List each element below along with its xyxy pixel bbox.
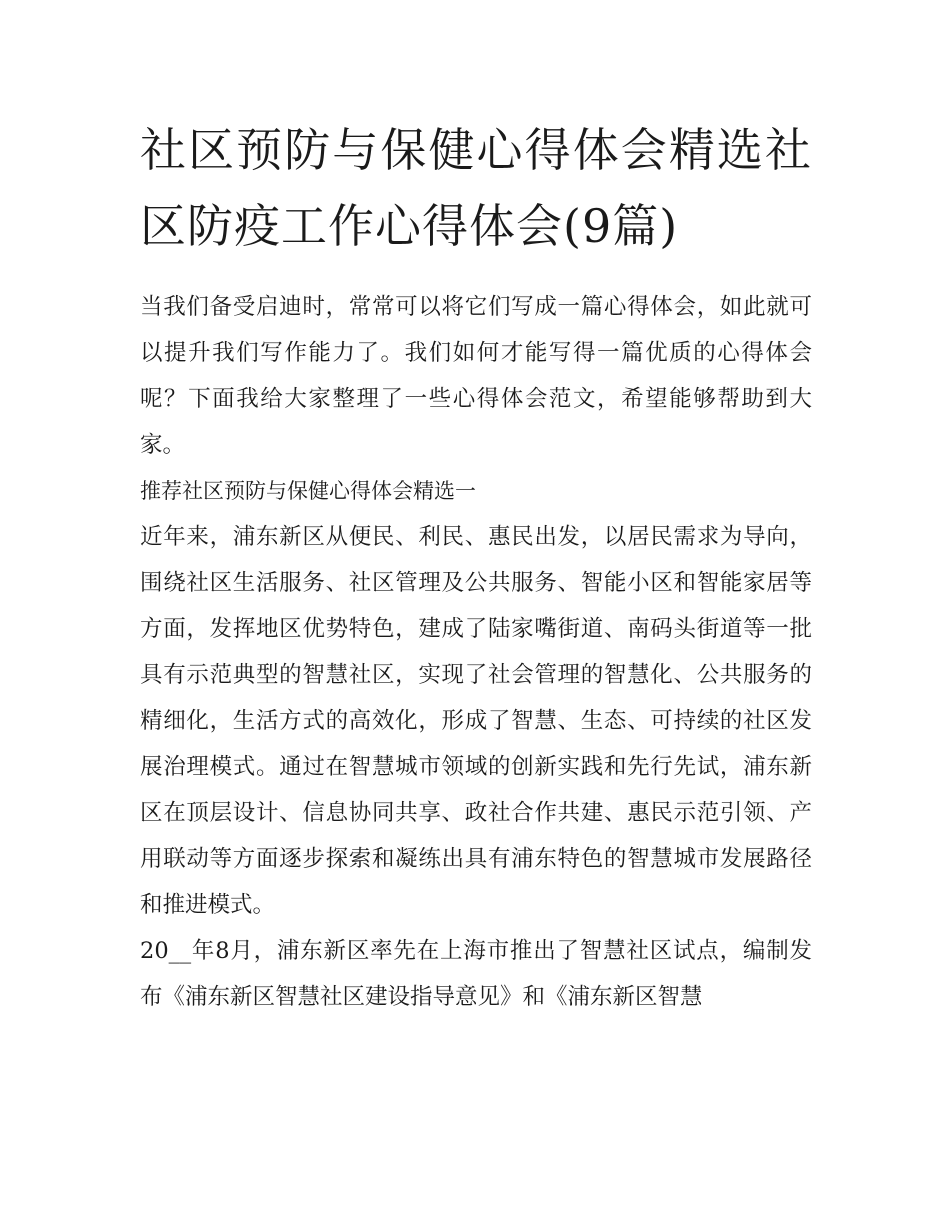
document-title: 社区预防与保健心得体会精选社区防疫工作心得体会(9篇) xyxy=(140,123,812,253)
document-page xyxy=(140,112,812,1020)
intro-paragraph: 当我们备受启迪时，常常可以将它们写成一篇心得体会，如此就可以提升我们写作能力了。我们如何才能写得一篇优质的心得体会呢？下面我给大家整理了一些心得体会范文，希望能够帮助到大家。 xyxy=(140,294,812,458)
section-heading: 推荐社区预防与保健心得体会精选一 xyxy=(140,479,476,503)
document-body xyxy=(140,284,812,1020)
body-paragraph: 近年来，浦东新区从便民、利民、惠民出发，以居民需求为导向，围绕社区生活服务、社区管理及公共服务、智能小区和智能家居等方面，发挥地区优势特色，建成了陆家嘴街道、南码头街道等一批具有示范典型的智慧社区，实现了社会管理的智慧化、公共服务的精细化，生活方式的高效化，形成了智慧、生态、可持续的社区发展治理模式。通过在智慧城市领域的创新实践和先行先试，浦东新区在顶层设计、信息协同共享、政社合作共建、惠民示范引领、产用联动等方面逐步探索和凝练出具有浦东特色的智慧城市发展路径和推进模式。 xyxy=(140,524,812,918)
body-paragraph-continued: 20__年8月，浦东新区率先在上海市推出了智慧社区试点，编制发布《浦东新区智慧社区建设指导意见》和《浦东新区智慧 xyxy=(140,938,812,1010)
